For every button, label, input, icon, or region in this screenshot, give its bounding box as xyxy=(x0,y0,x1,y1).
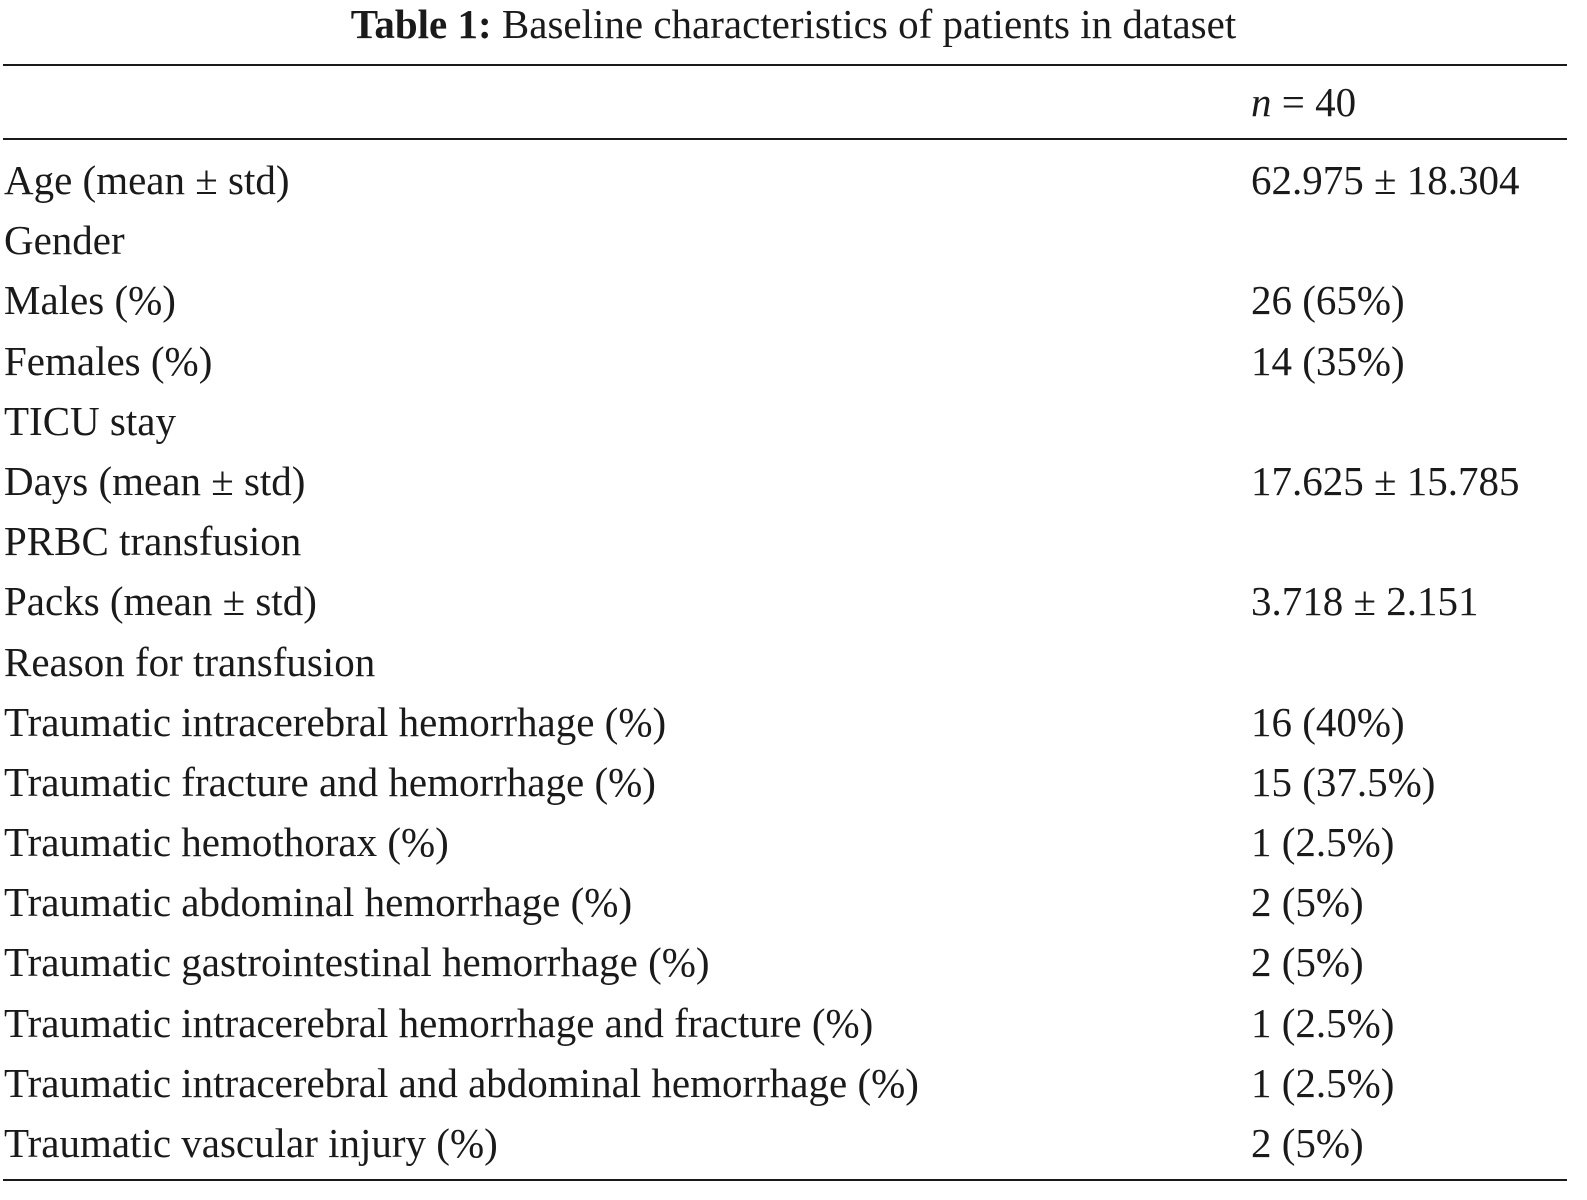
table-header-row xyxy=(0,74,1587,130)
table-row xyxy=(0,632,1587,692)
header-rule xyxy=(3,138,1567,140)
n-value: = 40 xyxy=(1271,79,1357,125)
table-row xyxy=(0,872,1587,932)
table-row xyxy=(0,270,1587,330)
row-label: Packs (mean ± std) xyxy=(4,578,317,625)
row-label: PRBC transfusion xyxy=(4,518,302,565)
bottom-rule xyxy=(3,1179,1567,1181)
row-value: 3.718 ± 2.151 xyxy=(1251,578,1479,625)
row-label: Traumatic intracerebral hemorrhage (%) xyxy=(4,698,667,745)
row-value: 62.975 ± 18.304 xyxy=(1251,157,1520,203)
table-row xyxy=(0,752,1587,812)
row-label: Gender xyxy=(4,217,125,264)
row-value: 17.625 ± 15.785 xyxy=(1251,457,1520,504)
row-value: 14 (35%) xyxy=(1251,337,1405,384)
table-row xyxy=(0,692,1587,752)
row-value: 26 (65%) xyxy=(1251,277,1405,324)
row-value: 2 (5%) xyxy=(1251,1120,1364,1166)
row-label: Days (mean ± std) xyxy=(4,457,306,504)
row-label: Traumatic vascular injury (%) xyxy=(4,1120,498,1166)
row-label: Traumatic intracerebral hemorrhage and fracture (%) xyxy=(4,999,874,1046)
sample-size-header xyxy=(1251,74,1356,130)
row-value: 1 (2.5%) xyxy=(1251,1059,1395,1106)
row-label: TICU stay xyxy=(4,397,176,444)
row-value: 1 (2.5%) xyxy=(1251,999,1395,1046)
row-value: 2 (5%) xyxy=(1251,879,1364,926)
table-row xyxy=(0,812,1587,872)
row-value: 2 (5%) xyxy=(1251,939,1364,986)
table-row xyxy=(0,1113,1587,1173)
table-row xyxy=(0,331,1587,391)
table-row xyxy=(0,1053,1587,1113)
table-row xyxy=(0,993,1587,1053)
row-label: Traumatic hemothorax (%) xyxy=(4,819,449,866)
top-rule xyxy=(3,64,1567,66)
row-label: Traumatic abdominal hemorrhage (%) xyxy=(4,879,633,926)
row-label: Males (%) xyxy=(4,277,176,324)
row-label: Age (mean ± std) xyxy=(4,157,290,203)
n-symbol: n xyxy=(1251,79,1272,125)
row-label: Reason for transfusion xyxy=(4,638,376,685)
table-row xyxy=(0,391,1587,451)
table-row xyxy=(0,150,1587,210)
row-value: 16 (40%) xyxy=(1251,698,1405,745)
caption-text: Baseline characteristics of patients in dataset xyxy=(501,1,1237,47)
table-row xyxy=(0,571,1587,631)
row-value: 1 (2.5%) xyxy=(1251,819,1395,866)
row-label: Traumatic intracerebral and abdominal hemorrhage (%) xyxy=(4,1059,919,1106)
row-value: 15 (37.5%) xyxy=(1251,758,1436,805)
table-row xyxy=(0,932,1587,992)
row-label: Females (%) xyxy=(4,337,213,384)
table-caption xyxy=(0,0,1587,48)
table-body xyxy=(0,150,1587,1173)
caption-label: Table 1: xyxy=(350,1,492,47)
table-row xyxy=(0,511,1587,571)
row-label: Traumatic gastrointestinal hemorrhage (%) xyxy=(4,939,710,986)
table-row xyxy=(0,210,1587,270)
row-label: Traumatic fracture and hemorrhage (%) xyxy=(4,758,656,805)
table-row xyxy=(0,451,1587,511)
